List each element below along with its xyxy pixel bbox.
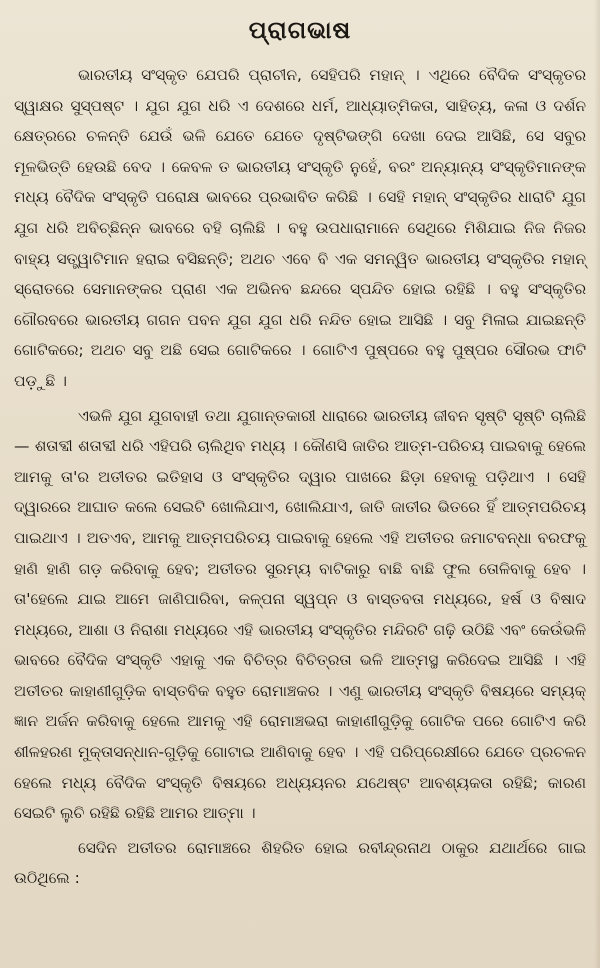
paragraph-3: ସେଦିନ ଅତୀତର ରୋମାଞ୍ଚରେ ଶିହରିତ ହୋଇ ରବୀନ୍ଦ୍ରନାଥ ଠାକୁର ଯଥାର୍ଥରେ ଗାଇ ଉଠିଥିଲେ : xyxy=(14,838,586,888)
paragraph-1: ଭାରତୀୟ ସଂସ୍କୃତ ଯେପରି ପ୍ରାଚୀନ, ସେହିପରି ମହାନ୍ । ଏଥିରେ ବୈଦିକ ସଂସ୍କୃତର ସ୍ୱାକ୍ଷର ସୁସ୍ପଷ୍ଟ । ଯୁଗ ଯୁଗ ଧରି ଏ ଦେଶରେ ଧର୍ମ, ଆଧ୍ୟାତ୍ମିକତା, ସାହିତ୍ୟ, କଳା ଓ ଦର୍ଶନ କ୍ଷେତ୍ରରେ ଚଳନ୍ତି ଯେଉଁ ଭଳି ଯେତେ ଯେତେ ଦୃଷ୍ଟିଭଙ୍ଗି ଦେଖା ଦେଇ ଆସିଛି, ସେ ସବୁର ମୂଳଭିତ୍ତି ହେଉଛି ବେଦ । କେବଳ ତ ଭାରତୀୟ ସଂସ୍କୃତି ନୁହେଁ, ବରଂ ଅନ୍ୟାନ୍ୟ ସଂସ୍କୃତିମାନଙ୍କ ମଧ୍ୟ ବୈଦିକ ସଂସ୍କୃତି ପରୋକ୍ଷ ଭାବରେ ପ୍ରଭାବିତ କରିଛି । ସେହି ମହାନ୍ ସଂସ୍କୃତିର ଧାରାଟି ଯୁଗ ଯୁଗ ଧରି ଅବିଚ୍ଛିନ୍ନ ଭାବରେ ବହି ଚାଲିଛି । ବହୁ ଉପଧାରାମାନେ ସେଥିରେ ମିଶିଯାଇ ନିଜ ନିଜର ବାହ୍ୟ ସତ୍ତ୍ୱାଟିମାନ ହରାଇ ବସିଛନ୍ତି; ଅଥଚ ଏବେ ବି ଏକ ସମନ୍ୱିତ ଭାରତୀୟ ସଂସ୍କୃତିର ମହାନ୍ ସ୍ରୋତରେ ସେମାନଙ୍କର ପ୍ରାଣ ଏକ ଅଭିନବ ଛନ୍ଦରେ ସ୍ପନ୍ଦିତ ହୋଇ ରହିଛି । ବହୁ ସଂସ୍କୃତିର ଗୌରବରେ ଭାରତୀୟ ଗଗନ ପବନ ଯୁଗ ଯୁଗ ଧରି ନନ୍ଦିତ ହୋଇ ଆସିଛି । ସବୁ ମିଳାଇ ଯାଇଛନ୍ତି ଗୋଟିକରେ; ଅଥଚ ସବୁ ଅଛି ସେଇ ଗୋଟିକରେ । ଗୋଟିଏ ପୁଷ୍ପରେ ବହୁ ପୁଷ୍ପର ସୌରଭ ଫାଟି ପଡ଼ୁଛି । xyxy=(14,66,586,390)
body-text xyxy=(14,60,586,894)
title-block xyxy=(14,10,586,50)
page-title: ପ୍ରାଗଭାଷ xyxy=(248,16,352,44)
page-edge-shade xyxy=(594,0,600,968)
paragraph-2: ଏଭଳି ଯୁଗ ଯୁଗବାହୀ ତଥା ଯୁଗାନ୍ତକାରୀ ଧାରାରେ ଭାରତୀୟ ଜୀବନ ସୃଷ୍ଟି ସୃଷ୍ଟି ଚାଲିଛି — ଶତାବ୍ଦୀ ଶତାବ୍ଦୀ ଧରି ଏହିପରି ଚାଲିଥିବ ମଧ୍ୟ । କୌଣସି ଜାତିର ଆତ୍ମ-ପରିଚୟ ପାଇବାକୁ ହେଲେ ଆମକୁ ତା'ର ଅତୀତର ଇତିହାସ ଓ ସଂସ୍କୃତିର ଦ୍ୱାର ପାଖରେ ଛିଡ଼ା ହେବାକୁ ପଡ଼ିଥାଏ । ସେହି ଦ୍ୱାରରେ ଆଘାତ କଲେ ସେଇଟି ଖୋଲିଯାଏ, ଖୋଲିଯାଏ, ଜାତି ଜାତୀର ଭିତରେ ହିଁ ଆତ୍ମପରିଚୟ ପାଇଥାଏ । ଅତଏବ, ଆମକୁ ଆତ୍ମପରିଚୟ ପାଇବାକୁ ହେଲେ ଏହି ଅତୀତର ଜମାଟବନ୍ଧା ବରଫକୁ ହାଣି ହାଣି ଗଡ଼ କରିବାକୁ ହେବ; ଅତୀତର ସୁରମ୍ୟ ବାଟିକାରୁ ବାଛି ବାଛି ଫୁଲ ତୋଳିବାକୁ ହେବ । ତା'ହେଲେ ଯାଇ ଆମେ ଜାଣିପାରିବା, କଳ୍ପନା ସ୍ୱପ୍ନ ଓ ବାସ୍ତବତା ମଧ୍ୟରେ, ହର୍ଷ ଓ ବିଷାଦ ମଧ୍ୟରେ, ଆଶା ଓ ନିରାଶା ମଧ୍ୟରେ ଏହି ଭାରତୀୟ ସଂସ୍କୃତିର ମନ୍ଦିରଟି ଗଢ଼ି ଉଠିଛି ଏବଂ କେଉଁଭଳି ଭାବରେ ବୈଦିକ ସଂସ୍କୃତି ଏହାକୁ ଏକ ବିଚିତ୍ର ବିଚିତ୍ରତା ଭଳି ଆତ୍ମସ୍ଥ କରିଦେଇ ଆସିଛି । ଏହି ଅତୀତର କାହାଣୀଗୁଡ଼ିକ ବାସ୍ତବିକ ବହୁତ ରୋମାଞ୍ଚକର । ଏଣୁ ଭାରତୀୟ ସଂସ୍କୃତି ବିଷୟରେ ସମ୍ୟକ୍ ଜ୍ଞାନ ଅର୍ଜନ କରିବାକୁ ହେଲେ ଆମକୁ ଏହି ରୋମାଞ୍ଚଭରା କାହାଣୀଗୁଡ଼ିକୁ ଗୋଟିକ ପରେ ଗୋଟିଏ କରି ଶୀଳହରଣ ମୁକ୍ତାସନ୍ଧାନ-ଗୁଡ଼ିକୁ ଗୋଟାଇ ଆଣିବାକୁ ହେବ । ଏହି ପରିପ୍ରେକ୍ଷୀରେ ଯେତେ ପ୍ରଚଳନ ହେଲେ ମଧ୍ୟ ବୈଦିକ ସଂସ୍କୃତି ବିଷୟରେ ଅଧ୍ୟୟନର ଯଥେଷ୍ଟ ଆବଶ୍ୟକତା ରହିଛି; କାରଣ ସେଇଟି ଲୁଚି ରହିଛି ରହିଛି ଆମର ଆତ୍ମା । xyxy=(14,406,586,823)
